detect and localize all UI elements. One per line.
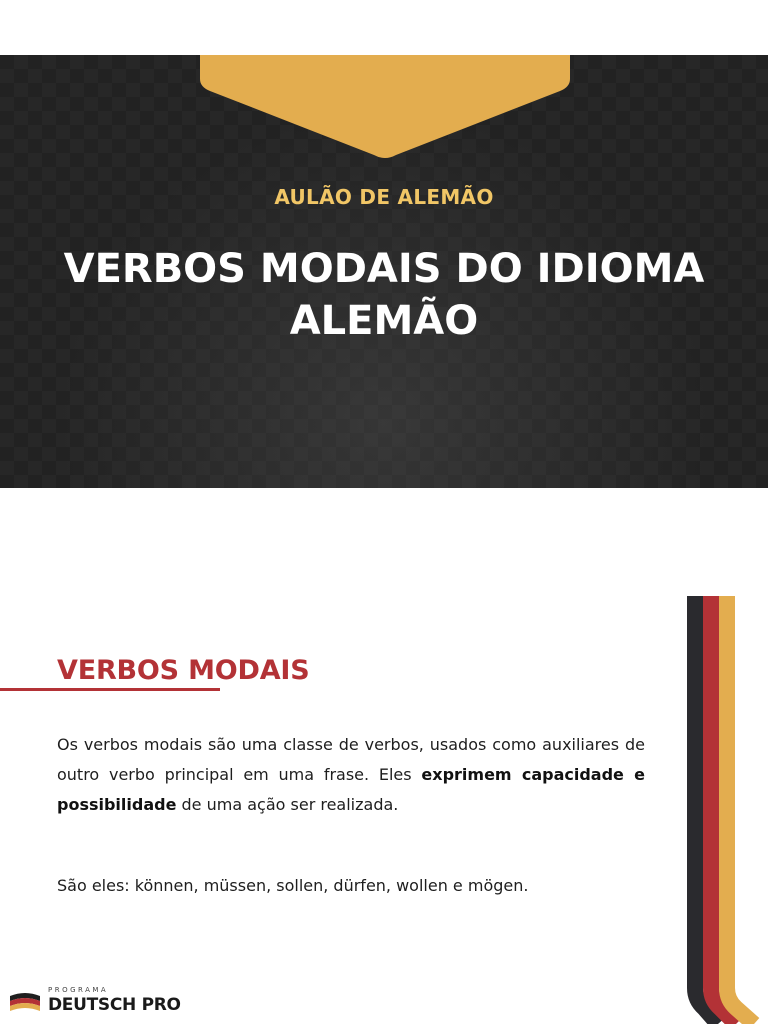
flag-icon (10, 990, 40, 1014)
flag-stripes-decoration (670, 596, 768, 1024)
gold-chevron-tab (200, 55, 570, 159)
section-heading: VERBOS MODAIS (57, 655, 310, 686)
hero-title: VERBOS MODAIS DO IDIOMA ALEMÃO (63, 246, 705, 344)
paragraph-bold: exprimem capacidade e possibilidade (57, 765, 645, 814)
hero-banner (0, 55, 768, 488)
logo-small-text: PROGRAMA (48, 986, 109, 994)
hero-kicker: AULÃO DE ALEMÃO (274, 185, 494, 209)
paragraph-end: de uma ação ser realizada. (176, 795, 399, 814)
paragraph-start: Os verbos modais são uma classe de verbos, usados como auxiliares de outro verbo principal em uma frase. Eles (57, 735, 645, 784)
deutsch-pro-logo (10, 984, 180, 1020)
logo-main-text: DEUTSCH PRO (48, 995, 181, 1015)
modal-verbs-list: São eles: können, müssen, sollen, dürfen, wollen e mögen. (57, 876, 529, 895)
heading-underline (0, 688, 220, 691)
intro-paragraph (57, 730, 645, 820)
